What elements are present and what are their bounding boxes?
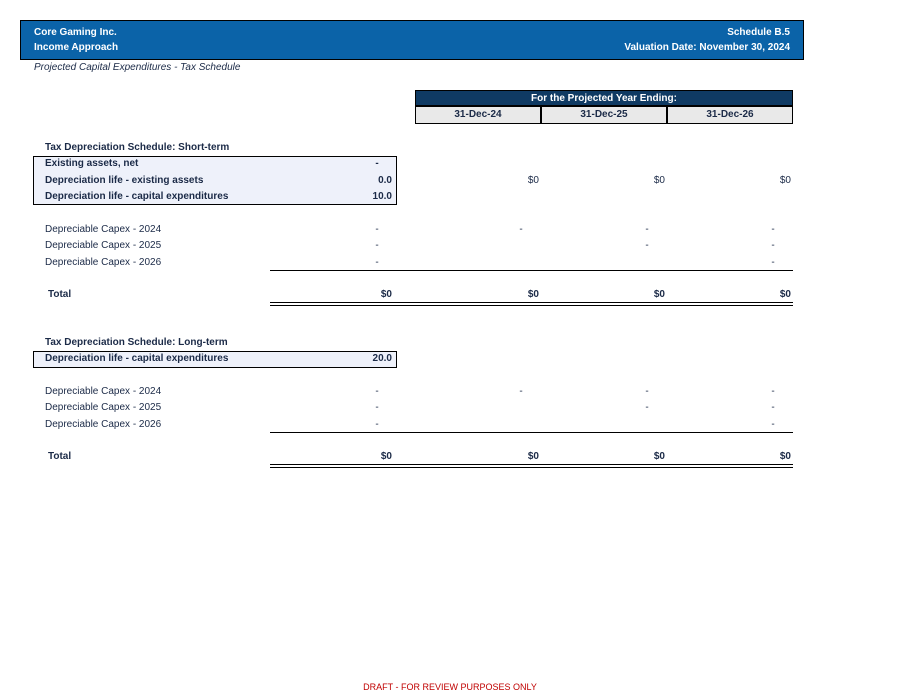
date-col-3: 31-Dec-26 (667, 106, 793, 124)
table-row-label: Depreciable Capex - 2025 (45, 402, 162, 413)
dep-life-existing-label: Depreciation life - existing assets (45, 175, 204, 186)
short-term-total-1: $0 (380, 289, 392, 300)
table-cell: - (375, 419, 379, 430)
company-name: Core Gaming Inc. (34, 27, 117, 38)
dep-life-existing-value: 0.0 (378, 175, 392, 186)
table-row-label: Depreciable Capex - 2026 (45, 419, 162, 430)
table-cell: - (771, 386, 775, 397)
short-term-total-4: $0 (779, 289, 791, 300)
table-row-label: Depreciable Capex - 2026 (45, 257, 162, 268)
dep-life-capex-value: 10.0 (372, 191, 392, 202)
long-term-total-4: $0 (779, 451, 791, 462)
dep-life-existing-y1: $0 (527, 175, 539, 186)
existing-assets-label: Existing assets, net (45, 158, 139, 169)
table-cell: - (645, 224, 649, 235)
table-row-label: Depreciable Capex - 2024 (45, 224, 162, 235)
total-double-rule (270, 464, 793, 468)
total-double-rule (270, 302, 793, 306)
dep-life-existing-y3: $0 (779, 175, 791, 186)
valuation-date: Valuation Date: November 30, 2024 (624, 42, 790, 53)
table-cell: - (645, 386, 649, 397)
table-cell: - (771, 224, 775, 235)
draft-footer: DRAFT - FOR REVIEW PURPOSES ONLY (363, 682, 537, 692)
lt-dep-life-capex-label: Depreciation life - capital expenditures (45, 353, 229, 364)
table-cell: - (375, 402, 379, 413)
short-term-total-2: $0 (527, 289, 539, 300)
table-cell: - (771, 240, 775, 251)
dep-life-existing-y2: $0 (653, 175, 665, 186)
table-row-label: Depreciable Capex - 2024 (45, 386, 162, 397)
long-term-total-3: $0 (653, 451, 665, 462)
short-term-total-3: $0 (653, 289, 665, 300)
table-cell: - (771, 402, 775, 413)
approach-name: Income Approach (34, 42, 119, 53)
table-cell: - (375, 257, 379, 268)
projection-heading: For the Projected Year Ending: (415, 90, 793, 106)
table-cell: - (375, 386, 379, 397)
table-cell: - (771, 257, 775, 268)
schedule-id: Schedule B.5 (727, 27, 790, 38)
table-cell: - (519, 224, 523, 235)
long-term-title: Tax Depreciation Schedule: Long-term (45, 337, 228, 348)
table-cell: - (645, 402, 649, 413)
existing-assets-value: - (375, 158, 379, 169)
date-col-2: 31-Dec-25 (541, 106, 667, 124)
subtotal-rule (270, 270, 793, 271)
table-cell: - (645, 240, 649, 251)
short-term-total-label: Total (48, 289, 72, 300)
long-term-total-2: $0 (527, 451, 539, 462)
table-cell: - (375, 224, 379, 235)
dep-life-capex-label: Depreciation life - capital expenditures (45, 191, 229, 202)
date-col-1: 31-Dec-24 (415, 106, 541, 124)
subtotal-rule (270, 432, 793, 433)
table-cell: - (375, 240, 379, 251)
table-cell: - (771, 419, 775, 430)
short-term-title: Tax Depreciation Schedule: Short-term (45, 142, 230, 153)
table-cell: - (519, 386, 523, 397)
long-term-total-label: Total (48, 451, 72, 462)
header-banner (20, 20, 804, 60)
page-subtitle: Projected Capital Expenditures - Tax Schedule (34, 62, 241, 73)
table-row-label: Depreciable Capex - 2025 (45, 240, 162, 251)
lt-dep-life-capex-value: 20.0 (372, 353, 392, 364)
long-term-total-1: $0 (380, 451, 392, 462)
